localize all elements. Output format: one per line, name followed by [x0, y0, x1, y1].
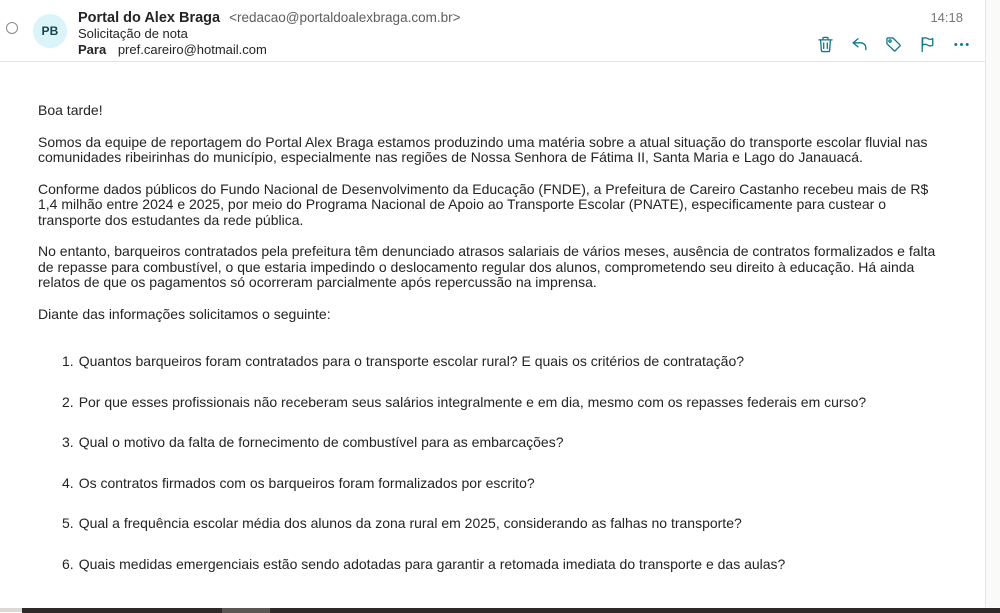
flag-icon — [918, 35, 937, 54]
question-number: 6. — [62, 555, 74, 572]
question-number: 1. — [62, 353, 74, 369]
sender-name[interactable]: Portal do Alex Braga — [78, 10, 221, 26]
question-item — [38, 435, 938, 451]
question-text: Os contratos firmados com os barqueiros foram formalizados por escrito? — [78, 474, 535, 491]
more-actions-button[interactable] — [950, 33, 972, 55]
greeting: Boa tarde! — [38, 102, 103, 118]
taskbar-edge-highlight — [222, 608, 270, 613]
question-number: 3. — [62, 434, 74, 450]
ellipsis-icon — [952, 35, 971, 54]
categorize-button[interactable] — [882, 33, 904, 55]
question-item — [38, 354, 938, 370]
question-item — [38, 476, 938, 492]
avatar[interactable]: PB — [33, 14, 67, 48]
question-number: 4. — [62, 474, 74, 491]
sender-line — [78, 9, 460, 27]
message-header — [0, 0, 985, 62]
recipient-line — [78, 42, 267, 58]
taskbar-edge — [22, 608, 1000, 613]
vertical-scrollbar[interactable] — [985, 0, 1000, 613]
paragraph: Conforme dados públicos do Fundo Nacional de Desenvolvimento da Educação (FNDE), a Prefeitura de Careiro Castanho recebeu mais de R$ 1,4 milhão entre 2024 e 2025, por meio do Programa Nacional de Apoio ao Transporte Escolar (PNATE), especificamente para custear o transporte dos estudantes da rede pública. — [38, 180, 929, 228]
question-number: 5. — [62, 515, 74, 531]
bottom-edge-strip — [0, 607, 1000, 613]
to-label: Para — [78, 42, 107, 57]
select-message-radio[interactable] — [6, 22, 18, 34]
reply-button[interactable] — [848, 33, 870, 55]
question-text: Quais medidas emergenciais estão sendo adotadas para garantir a retomada imediata do transporte e das aulas? — [78, 555, 786, 572]
question-item — [38, 516, 938, 532]
message-time: 14:18 — [930, 10, 963, 25]
question-number: 2. — [62, 393, 74, 410]
message-actions-toolbar — [814, 33, 972, 55]
question-text: Por que esses profissionais não receberam seus salários integralmente e em dia, mesmo com os repasses federais em curso? — [78, 393, 867, 410]
sender-email: <redacao@portaldoalexbraga.com.br> — [229, 10, 461, 25]
subject: Solicitação de nota — [78, 26, 188, 41]
to-address[interactable]: pref.careiro@hotmail.com — [117, 42, 267, 57]
question-item — [38, 557, 938, 573]
bottom-edge-left-segment — [0, 608, 22, 612]
list-intro: Diante das informações solicitamos o seguinte: — [38, 305, 331, 322]
tag-icon — [884, 35, 903, 54]
trash-icon — [816, 35, 835, 54]
question-text: Qual o motivo da falta de fornecimento de combustível para as embarcações? — [78, 434, 564, 450]
reply-icon — [850, 35, 869, 54]
delete-button[interactable] — [814, 33, 836, 55]
paragraph: Somos da equipe de reportagem do Portal Alex Braga estamos produzindo uma matéria sobre a atual situação do transporte escolar fluvial nas comunidades ribeirinhas do município, especialmente nas regiões de Nossa Senhora de Fátima II, Santa Maria e Lago do Janauacá. — [38, 133, 928, 165]
question-text: Qual a frequência escolar média dos alunos da zona rural em 2025, considerando as falhas no transporte? — [78, 515, 742, 531]
flag-button[interactable] — [916, 33, 938, 55]
question-text: Quantos barqueiros foram contratados para o transporte escolar rural? E quais os critérios de contratação? — [78, 353, 745, 369]
message-body — [0, 63, 985, 607]
paragraph: No entanto, barqueiros contratados pela prefeitura têm denunciado atrasos salariais de vários meses, ausência de contratos formalizados e falta de repasse para combustível, o que estaria impedindo o deslocamento regular dos alunos, comprometendo seu direito à educação. Há ainda relatos de que os pagamentos só ocorreram parcialmente após repercussão na imprensa. — [38, 243, 936, 290]
question-item — [38, 395, 938, 411]
